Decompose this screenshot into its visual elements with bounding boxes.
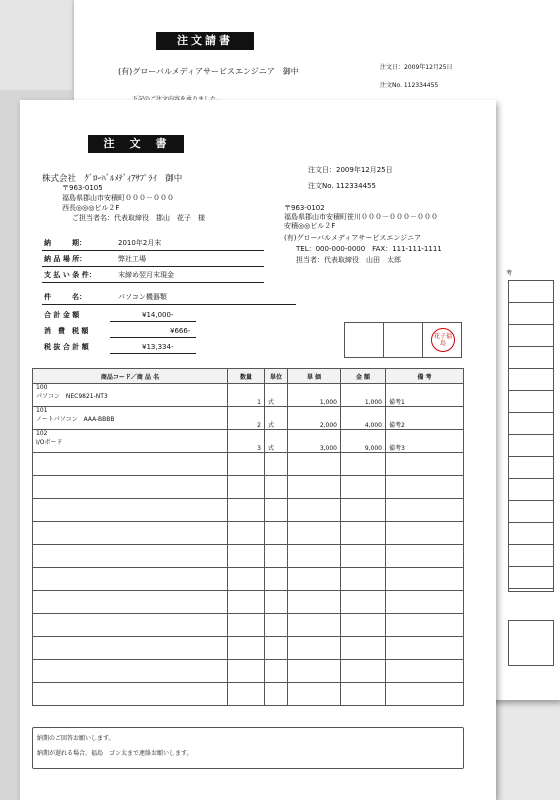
divider [42,250,264,251]
empty-row [33,545,464,568]
subtotal-label: 税 抜 合 計 額 [44,343,89,351]
addressee: (有)グローバルメディアサービスエンジニア 御中 [118,67,299,76]
item-name: ノートパソコン AAA-BBBB [36,416,115,423]
order-number: 注文No. 112334455 [308,182,376,190]
item-note: 備考1 [386,384,464,407]
order-date: 注文日：2009年12月25日 [308,166,393,174]
sender-address-building: 安積◎◎ビル２F [284,222,336,230]
empty-cell [265,637,288,660]
tax-amount: ¥666- [170,327,191,335]
order-number: 注文No. 112334455 [380,82,439,89]
empty-cell [386,522,464,545]
item-qty: 3 [228,430,265,453]
empty-cell [33,568,228,591]
column-header: 単位 [265,369,288,384]
column-header: 数量 [228,369,265,384]
seal-box [384,323,423,357]
divider [42,304,296,305]
empty-cell [33,614,228,637]
empty-cell [386,545,464,568]
recipient-address: 福島県郡山市安積町０００－０００ [62,194,174,202]
item-qty: 2 [228,407,265,430]
empty-cell [288,499,341,522]
empty-cell [228,453,265,476]
item-code: 102 [36,430,48,437]
item-cell [33,407,228,430]
empty-cell [386,614,464,637]
empty-cell [288,476,341,499]
item-price: 1,000 [288,384,341,407]
item-cell [33,430,228,453]
divider [110,337,196,338]
empty-cell [341,499,386,522]
empty-cell [33,683,228,706]
empty-cell [265,568,288,591]
purchase-order-sheet [20,100,496,800]
item-price: 3,000 [288,430,341,453]
field-value: パソコン機器類 [118,293,167,301]
empty-cell [265,660,288,683]
item-unit: 式 [265,430,288,453]
item-amount: 9,000 [341,430,386,453]
empty-cell [228,683,265,706]
table-header-row [33,369,464,384]
empty-cell [288,545,341,568]
addressee: 株式会社 ｸﾞﾛｰﾊﾞﾙﾒﾃﾞｨｱｻﾌﾟﾗｲ 御中 [42,174,183,184]
empty-cell [228,499,265,522]
item-note: 備考2 [386,407,464,430]
sender-company: (有)グローバルメディアサービスエンジニア [284,234,422,242]
column-header: 商品コード／商 品 名 [33,369,228,384]
empty-cell [228,545,265,568]
empty-cell [265,545,288,568]
empty-cell [386,637,464,660]
empty-cell [341,545,386,568]
item-amount: 1,000 [341,384,386,407]
field-value: 末締め翌月末現金 [118,271,174,279]
seal-box [345,323,384,357]
approval-seal-boxes [344,322,462,358]
empty-cell [288,660,341,683]
table-row [33,407,464,430]
empty-cell [341,591,386,614]
empty-cell [265,499,288,522]
field-label: 支 払 い 条 件： [44,271,96,279]
empty-cell [386,683,464,706]
empty-cell [288,683,341,706]
empty-row [33,568,464,591]
total-amount: ¥14,000- [142,311,174,319]
note-line: 納期が遅れる場合、福島 ゴン太まで連絡お願いします。 [37,750,193,757]
column-header: 備 考 [386,369,464,384]
empty-row [33,453,464,476]
empty-cell [341,522,386,545]
empty-cell [33,637,228,660]
empty-cell [33,660,228,683]
field-value: 2010年2月末 [118,239,162,247]
empty-cell [341,637,386,660]
remark-header: 考 [506,270,513,277]
empty-row [33,683,464,706]
divider [110,353,196,354]
items-table [32,368,464,706]
empty-cell [228,591,265,614]
empty-cell [341,614,386,637]
empty-cell [265,614,288,637]
empty-cell [288,453,341,476]
empty-cell [386,568,464,591]
empty-cell [33,545,228,568]
empty-row [33,476,464,499]
field-label: 件 名： [44,293,86,301]
item-price: 2,000 [288,407,341,430]
table-row [33,384,464,407]
notes-box [32,727,464,769]
item-unit: 式 [265,407,288,430]
empty-cell [288,522,341,545]
subtotal-amount: ¥13,334- [142,343,174,351]
empty-cell [228,614,265,637]
empty-cell [228,522,265,545]
recipient-person: ご担当者名：代表取締役 郡山 花子 様 [72,214,205,222]
divider [110,321,196,322]
tax-label: 消 費 税 額 [44,327,89,335]
empty-cell [265,522,288,545]
empty-cell [386,499,464,522]
empty-row [33,660,464,683]
sender-person: 担当者：代表取締役 山田 太郎 [296,256,401,264]
empty-cell [341,476,386,499]
sender-address: 福島県郡山市安積町笹川０００－０００－０００ [284,213,438,221]
empty-cell [386,453,464,476]
notes-box [508,620,554,666]
empty-cell [341,660,386,683]
empty-cell [228,476,265,499]
empty-row [33,522,464,545]
empty-cell [265,453,288,476]
note-line: 納期のご回答お願いします。 [37,735,115,742]
empty-cell [288,591,341,614]
item-note: 備考3 [386,430,464,453]
sender-phone: TEL：000-000-0000 FAX：111-111-1111 [296,245,442,253]
empty-rows [33,453,464,706]
empty-cell [33,499,228,522]
empty-cell [228,637,265,660]
divider [42,266,264,267]
column-header: 金 額 [341,369,386,384]
empty-cell [33,522,228,545]
item-code: 100 [36,384,48,391]
empty-row [33,591,464,614]
empty-cell [33,476,228,499]
recipient-zip: 〒963-0105 [62,184,103,192]
item-name: パソコン NEC9821-NT3 [36,393,108,400]
empty-row [33,637,464,660]
item-cell [33,384,228,407]
background-panel [0,0,72,90]
empty-cell [341,453,386,476]
empty-cell [265,591,288,614]
empty-cell [341,683,386,706]
empty-cell [228,568,265,591]
seal-box [423,323,461,357]
item-name: I/Oボード [36,439,63,446]
document-title: 注 文 書 [88,135,184,153]
item-amount: 4,000 [341,407,386,430]
empty-cell [265,476,288,499]
empty-cell [288,614,341,637]
item-unit: 式 [265,384,288,407]
empty-cell [33,453,228,476]
empty-cell [341,568,386,591]
empty-cell [288,568,341,591]
table-row [33,430,464,453]
field-value: 弊社工場 [118,255,146,263]
personal-seal-stamp: 花子福島 [431,328,455,352]
document-title: 注文請書 [156,32,254,50]
total-label: 合 計 金 額 [44,311,80,319]
empty-cell [386,660,464,683]
item-code: 101 [36,407,48,414]
empty-row [33,499,464,522]
item-qty: 1 [228,384,265,407]
divider [42,282,264,283]
empty-cell [288,637,341,660]
empty-row [33,614,464,637]
recipient-address-building: 西長◎◎◎ビル２F [62,204,120,212]
empty-cell [386,476,464,499]
empty-cell [33,591,228,614]
empty-cell [228,660,265,683]
field-label: 納 期： [44,239,86,247]
order-date: 注文日：2009年12月25日 [380,64,453,71]
sender-zip: 〒963-0102 [284,204,325,212]
remark-column [508,280,554,592]
empty-cell [265,683,288,706]
column-header: 単 価 [288,369,341,384]
empty-cell [386,591,464,614]
field-label: 納 品 場 所： [44,255,87,263]
